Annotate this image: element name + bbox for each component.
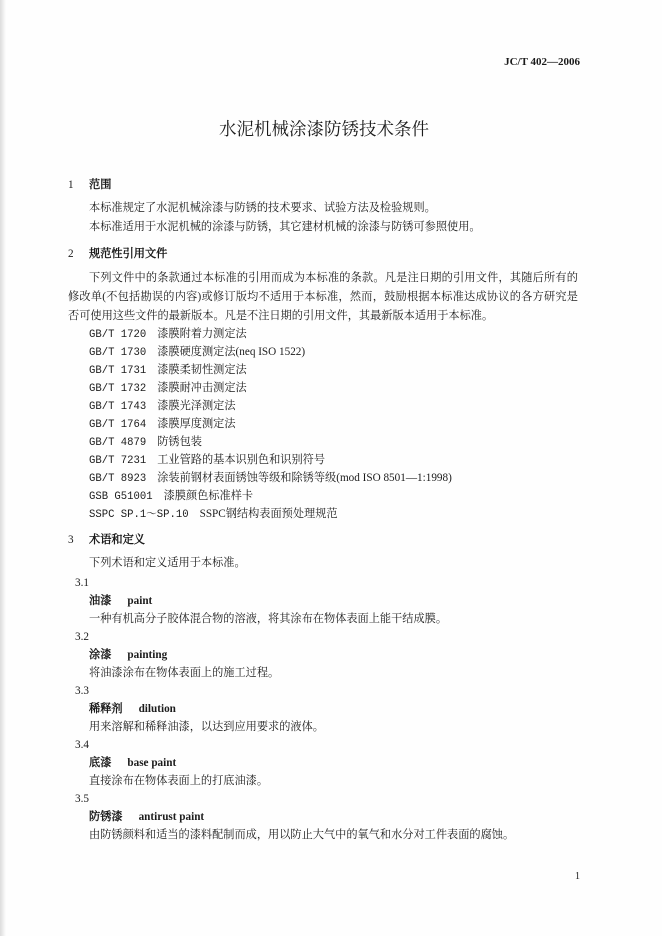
term-chinese: 底漆	[89, 756, 112, 769]
term-english: base paint	[127, 757, 177, 769]
reference-item	[89, 379, 452, 397]
term-number: 3.5	[75, 793, 89, 805]
reference-item	[89, 343, 452, 361]
section-title: 范围	[89, 178, 112, 191]
term-heading	[68, 754, 514, 772]
term-number: 3.1	[75, 577, 89, 589]
term-entry	[68, 790, 514, 844]
reference-code: GB/T 8923	[89, 473, 147, 485]
term-english: dilution	[138, 703, 176, 715]
term-entry	[68, 574, 514, 628]
reference-title: 工业管路的基本识别色和识别符号	[157, 454, 326, 466]
reference-title: 漆膜硬度测定法(neq ISO 1522)	[157, 346, 306, 358]
section-heading	[68, 177, 111, 193]
reference-title: 漆膜耐冲击测定法	[157, 382, 247, 394]
document-title: 水泥机械涂漆防锈技术条件	[219, 120, 429, 140]
term-heading	[68, 592, 514, 610]
section-heading	[68, 532, 145, 548]
section-number: 3	[68, 534, 74, 546]
term-number: 3.4	[75, 739, 89, 751]
term-list	[68, 574, 514, 844]
reference-code: SSPC SP.1～SP.10	[89, 509, 189, 521]
term-entry	[68, 628, 514, 682]
term-english: paint	[127, 595, 153, 607]
section-title: 规范性引用文件	[89, 247, 168, 260]
term-heading	[68, 808, 514, 826]
term-definition: 由防锈颜料和适当的漆料配制而成，用以防止大气中的氧气和水分对工件表面的腐蚀。	[89, 829, 515, 841]
section-number: 2	[68, 248, 74, 260]
term-entry	[68, 736, 514, 790]
reference-code: GB/T 1732	[89, 383, 147, 395]
reference-code: GB/T 7231	[89, 455, 147, 467]
reference-title: 涂装前钢材表面锈蚀等级和除锈等级(mod ISO 8501—1:1998)	[157, 472, 452, 484]
reference-item	[89, 415, 452, 433]
reference-item	[89, 487, 452, 505]
section-number: 1	[68, 179, 74, 191]
term-definition: 直接涂布在物体表面上的打底油漆。	[89, 775, 269, 787]
reference-title: 漆膜光泽测定法	[157, 400, 236, 412]
reference-item	[89, 397, 452, 415]
term-number: 3.3	[75, 685, 89, 697]
term-english: painting	[127, 649, 168, 661]
reference-code: GSB G51001	[89, 491, 153, 503]
reference-code: GB/T 1743	[89, 401, 147, 413]
term-number: 3.2	[75, 631, 89, 643]
references-intro-paragraph: 下列文件中的条款通过本标准的引用而成为本标准的条款。凡是注日期的引用文件，其随后所有的修改单(不包括勘误的内容)或修订版均不适用于本标准，然而，鼓励根据本标准达成协议的各方研究是否可使用这些文件的最新版本。凡是不注日期的引用文件，其最新版本适用于本标准。	[68, 272, 578, 322]
reference-item	[89, 361, 452, 379]
reference-code: GB/T 1730	[89, 347, 147, 359]
term-chinese: 稀释剂	[89, 702, 123, 715]
term-heading	[68, 646, 514, 664]
reference-title: 漆膜附着力测定法	[157, 328, 247, 340]
reference-code: GB/T 4879	[89, 437, 147, 449]
term-chinese: 防锈漆	[89, 810, 123, 823]
term-definition: 用来溶解和稀释油漆，以达到应用要求的液体。	[89, 721, 324, 733]
reference-code: GB/T 1764	[89, 419, 147, 431]
section-heading	[68, 246, 167, 262]
reference-title: 防锈包装	[157, 436, 202, 448]
term-definition: 一种有机高分子胶体混合物的溶液，将其涂布在物体表面上能干结成膜。	[89, 613, 448, 625]
term-english: antirust paint	[138, 811, 205, 823]
reference-title: 漆膜柔韧性测定法	[157, 364, 247, 376]
reference-code: GB/T 1731	[89, 365, 147, 377]
terms-intro: 下列术语和定义适用于本标准。	[89, 557, 246, 569]
reference-item	[89, 433, 452, 451]
term-chinese: 涂漆	[89, 648, 112, 661]
reference-title: SSPC钢结构表面预处理规范	[199, 508, 338, 520]
reference-item	[89, 469, 452, 487]
section-title: 术语和定义	[89, 533, 145, 546]
reference-item	[89, 451, 452, 469]
reference-item	[89, 505, 452, 523]
reference-item	[89, 325, 452, 343]
term-entry	[68, 682, 514, 736]
standard-code: JC/T 402—2006	[504, 56, 580, 68]
scope-paragraph: 本标准适用于水泥机械的涂漆与防锈，其它建材机械的涂漆与防锈可参照使用。	[89, 221, 481, 233]
reference-code: GB/T 1720	[89, 329, 147, 341]
scope-paragraph: 本标准规定了水泥机械涂漆与防锈的技术要求、试验方法及检验规则。	[89, 202, 436, 214]
page-number: 1	[575, 871, 580, 882]
reference-title: 漆膜颜色标准样卡	[163, 490, 254, 502]
term-chinese: 油漆	[89, 594, 112, 607]
term-heading	[68, 700, 514, 718]
term-definition: 将油漆涂布在物体表面上的施工过程。	[89, 667, 280, 679]
reference-title: 漆膜厚度测定法	[157, 418, 236, 430]
reference-list	[89, 325, 452, 523]
